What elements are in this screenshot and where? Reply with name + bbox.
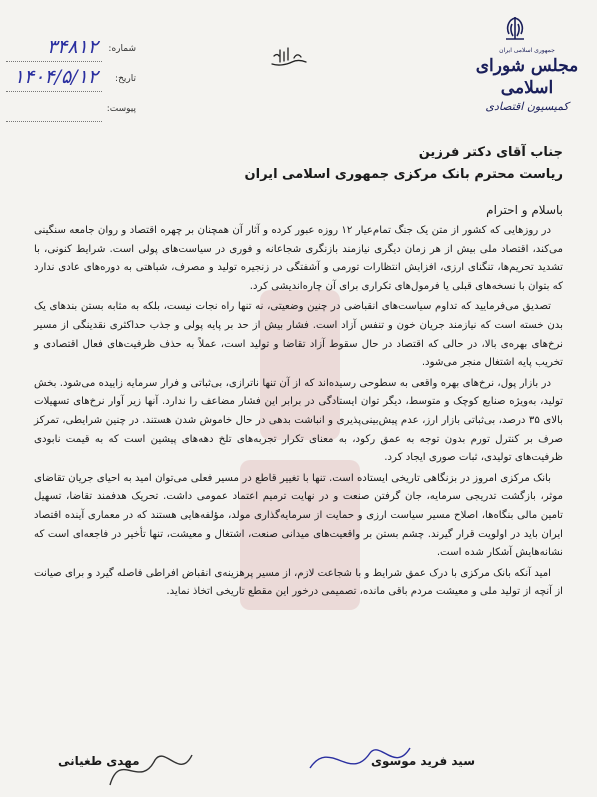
recipient-title: ریاست محترم بانک مرکزی جمهوری اسلامی ایران — [244, 167, 563, 182]
bismillah-calligraphy — [268, 42, 312, 72]
number-label: شماره: — [108, 44, 136, 54]
signature-left-name: مهدی طغیانی — [58, 754, 140, 768]
attachment-label: پیوست: — [106, 104, 136, 114]
recipient-name: جناب آقای دکتر فرزین — [418, 145, 563, 160]
paragraph-4: بانک مرکزی امروز در بزنگاهی تاریخی ایستاده است. تنها با تغییر قاطع در مسیر فعلی می‌توان امید به احیای جریان تقاضای موثر، بازگشت تدریجی سرمایه، جان گرفتن صنعت و در نهایت ترمیم اعتماد عمومی داشت. تحریک هدفمند تقاضا، تسهیل تامین مالی بنگاه‌ها، اصلاح مسیر سیاست ارزی و حمایت از سرمایه‌گذاری مولد، مؤلفه‌هایی هستند که در معماری آینده اقتصاد ایران باید در اولویت قرار گیرند. چشم بستن بر واقعیت‌های میدانی صنعت، اشتغال و معیشت، تنها تأخیر در فاجعه‌ای است که نشانه‌هایش آشکار شده است. — [34, 472, 563, 559]
date-label: تاریخ: — [115, 74, 136, 84]
attachment-row — [6, 96, 136, 126]
logo-parliament: مجلس شورای اسلامی — [475, 56, 579, 98]
paragraph-5: امید آنکه بانک مرکزی با درک عمق شرایط و با شجاعت لازم، از مسیر پرهزینه‌ی انقباض افراطی فاصله گیرد و برای صیانت از آنچه از تولید ملی و معیشت مردم باقی مانده، تصمیمی درخور این مقطع تاریخی اتخاذ نماید. — [34, 567, 563, 598]
greeting: باسلام و احترام — [486, 203, 563, 217]
number-row — [6, 36, 136, 66]
letter-meta — [6, 36, 136, 126]
paragraph-3: در بازار پول، نرخ‌های بهره واقعی به سطوحی رسیده‌اند که از آن تنها ناترازی، بی‌ثباتی و فرار سرمایه زاییده می‌شود. بخش تولید، به‌ویژه صنایع کوچک و متوسط، دیگر توان ایستادگی در برابر این فشار مضاعف را ندارد. آنها زیر آوار نرخ‌های تسهیلات بالای ۳۵ درصد، بی‌ثباتی بازار ارز، عدم پیش‌بینی‌پذیری و انباشت بدهی در حال خاموش شدن هستند. در چنین شرایطی، تمرکز صرف بر کنترل تورم بدون توجه به عمق رکود، به معنای تکرار تجربه‌های تلخ دهه‌های پیشین است که به قیمت نابودی ظرفیت‌های تولیدی، ثبات صوری ایجاد کرد. — [34, 377, 563, 464]
letter-body — [34, 142, 563, 604]
date-value: ۱۴۰۴/۵/۱۲ — [13, 66, 98, 88]
paragraph-2: تصدیق می‌فرمایید که تداوم سیاست‌های انقباضی در چنین وضعیتی، نه تنها راه نجات نیست، بلکه به مثابه بستن بندهای یک بدن خسته است که نیازمند جریان خون و تنفس آزاد است. فشار بیش از حد بر پایه پولی و جذب حداکثری نقدینگی از مسیر نرخ‌های بهره‌ی بالا، در حالی که اقتصاد در حال سقوط آزاد تقاضا و تولید است، عملاً به حذف ظرفیت‌های فعال اقتصادی و تخریب پایه اشتغال منجر می‌شود. — [34, 301, 563, 369]
date-row — [6, 66, 136, 96]
logo-commission: کمیسیون اقتصادی — [485, 100, 569, 113]
emblem-icon — [498, 14, 532, 44]
logo-country: جمهوری اسلامی ایران — [499, 47, 555, 54]
number-value: ۳۴۸۱۲ — [46, 36, 98, 58]
logo — [468, 46, 586, 115]
signature-right-name: سید فرید موسوی — [370, 754, 475, 768]
paragraph-1: در روزهایی که کشور از متن یک جنگ تمام‌عیار ۱۲ روزه عبور کرده و آثار آن همچنان بر چهره اقتصاد و روان جامعه سنگینی می‌کند، اقتصاد ملی بیش از هر زمان دیگری نیازمند بازنگری شجاعانه و فوری در سیاست‌های پولی است. شرایط کنونی، با تشدید تحریم‌ها، تنگنای ارزی، افزایش انتظارات تورمی و آشفتگی در زنجیره تولید و مصرف، شباهتی به دوره‌های عادی ندارد که بتوان با نسخه‌های قبلی یا فرمول‌های تکراری برای آن چاره‌اندیشی کرد. — [34, 225, 563, 292]
